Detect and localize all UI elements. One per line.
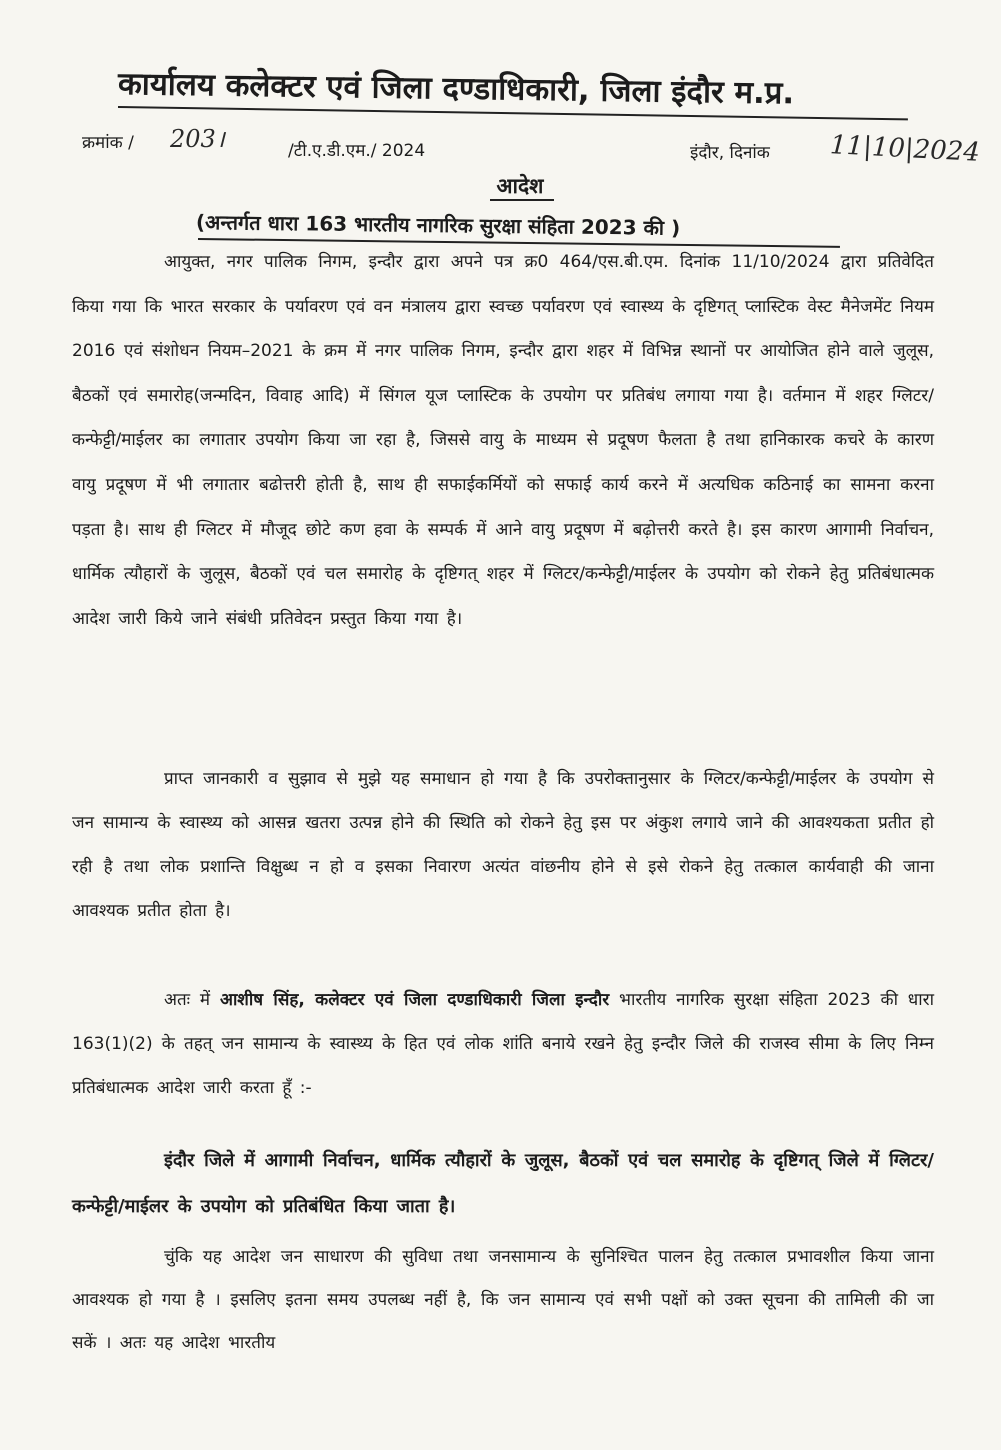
paragraph-satisfaction <box>72 757 934 933</box>
order-title-underline <box>490 199 554 201</box>
paragraph-commissioner-report <box>72 240 934 641</box>
date-handwritten: 11|10|2024 <box>829 130 981 168</box>
paragraph-collector-order <box>72 978 934 1110</box>
date-label: इंदौर, दिनांक <box>690 143 770 163</box>
paragraph-text: चुंकि यह आदेश जन साधारण की सुविधा तथा जनसामान्य के सुनिश्चित पालन हेतु तत्काल प्रभावशील किया जाना आवश्यक हो गया है । इसलिए इतना समय उपलब्ध नहीं है, कि जन सामान्य एवं सभी पक्षों को उक्त सूचना की तामिली की जा सकें । अतः यह आदेश भारतीय <box>72 1247 934 1353</box>
prohibition-text: इंदौर जिले में आगामी निर्वाचन, धार्मिक त्यौहारों के जुलूस, बैठकों एवं चल समारोह के दृष्टिगत् जिले में ग्लिटर/कन्फेट्टी/माईलर के उपयोग को प्रतिबंधित किया जाता है। <box>72 1150 934 1217</box>
office-heading: कार्यालय कलेक्टर एवं जिला दण्डाधिकारी, जिला इंदौर म.प्र. <box>117 66 795 112</box>
order-title: आदेश <box>496 174 544 198</box>
collector-name: आशीष सिंह, कलेक्टर एवं जिला दण्डाधिकारी जिला इन्दौर <box>219 990 610 1010</box>
paragraph-lead: अतः में <box>164 990 211 1010</box>
reference-code: /टी.ए.डी.एम./ 2024 <box>288 141 426 161</box>
paragraph-text: प्राप्त जानकारी व सुझाव से मुझे यह समाधान हो गया है कि उपरोक्तानुसार के ग्लिटर/कन्फेट्टी/माईलर के उपयोग से जन सामान्य के स्वास्थ्य को आसन्न खतरा उत्पन्न होने की स्थिति को रोकने हेतु इस पर अंकुश लगाये जाने की आवश्यकता प्रतीत हो रही है तथा लोक प्रशान्ति विक्षुब्ध न हो व इसका निवारण अत्यंत वांछनीय होने से इसे रोकने हेतु तत्काल कार्यवाही की जाना आवश्यक प्रतीत होता है। <box>72 769 934 921</box>
reference-number-handwritten: 203। <box>170 125 225 153</box>
paragraph-text: भारतीय नागरिक सुरक्षा संहिता 2023 की धारा 163(1)(2) के तहत् जन सामान्य के स्वास्थ्य के हित एवं लोक शांति बनाये रखने हेतु इन्दौर जिले की राजस्व सीमा के लिए निम्न प्रतिबंधात्मक आदेश जारी करता हूँ :- <box>72 990 935 1098</box>
paragraph-immediate-effect <box>72 1236 934 1365</box>
paragraph-text: आयुक्त, नगर पालिक निगम, इन्दौर द्वारा अपने पत्र क्र0 464/एस.बी.एम. दिनांक 11/10/2024 द्वारा प्रतिवेदित किया गया कि भारत सरकार के पर्यावरण एवं वन मंत्रालय द्वारा स्वच्छ पर्यावरण एवं स्वास्थ्य के दृष्टिगत् प्लास्टिक वेस्ट मैनेजमेंट नियम 2016 एवं संशोधन नियम–2021 के क्रम में नगर पालिक निगम, इन्दौर द्वारा शहर में विभिन्न स्थानों पर आयोजित होने वाले जुलूस, बैठकों एवं समारोह(जन्मदिन, विवाह आदि) में सिंगल यूज प्लास्टिक के उपयोग पर प्रतिबंध लगाया गया है। वर्तमान में शहर ग्लिटर/कन्फेट्टी/माईलर का लगातार उपयोग किया जा रहा है, जिससे वायु के माध्यम से प्रदूषण फैलता है तथा हानिकारक कचरे के कारण वायु प्रदूषण में भी लगातार बढोत्तरी होती है, साथ ही सफाईकर्मियों को सफाई कार्य करने में अत्यधिक कठिनाई का सामना करना पड़ता है। साथ ही ग्लिटर में मौजूद छोटे कण हवा के सम्पर्क में आने वायु प्रदूषण में बढ़ोत्तरी करते है। इस कारण आगामी निर्वाचन, धार्मिक त्यौहारों के जुलूस, बैठकों एवं चल समारोह के दृष्टिगत् शहर में ग्लिटर/कन्फेट्टी/माईलर के उपयोग को रोकने हेतु प्रतिबंधात्मक आदेश जारी किये जाने संबंधी प्रतिवेदन प्रस्तुत किया गया है। <box>72 252 934 629</box>
reference-label: क्रमांक / <box>82 133 134 153</box>
order-subtitle: (अन्तर्गत धारा 163 भारतीय नागरिक सुरक्षा संहिता 2023 की ) <box>195 210 681 240</box>
paragraph-prohibition <box>72 1138 934 1230</box>
